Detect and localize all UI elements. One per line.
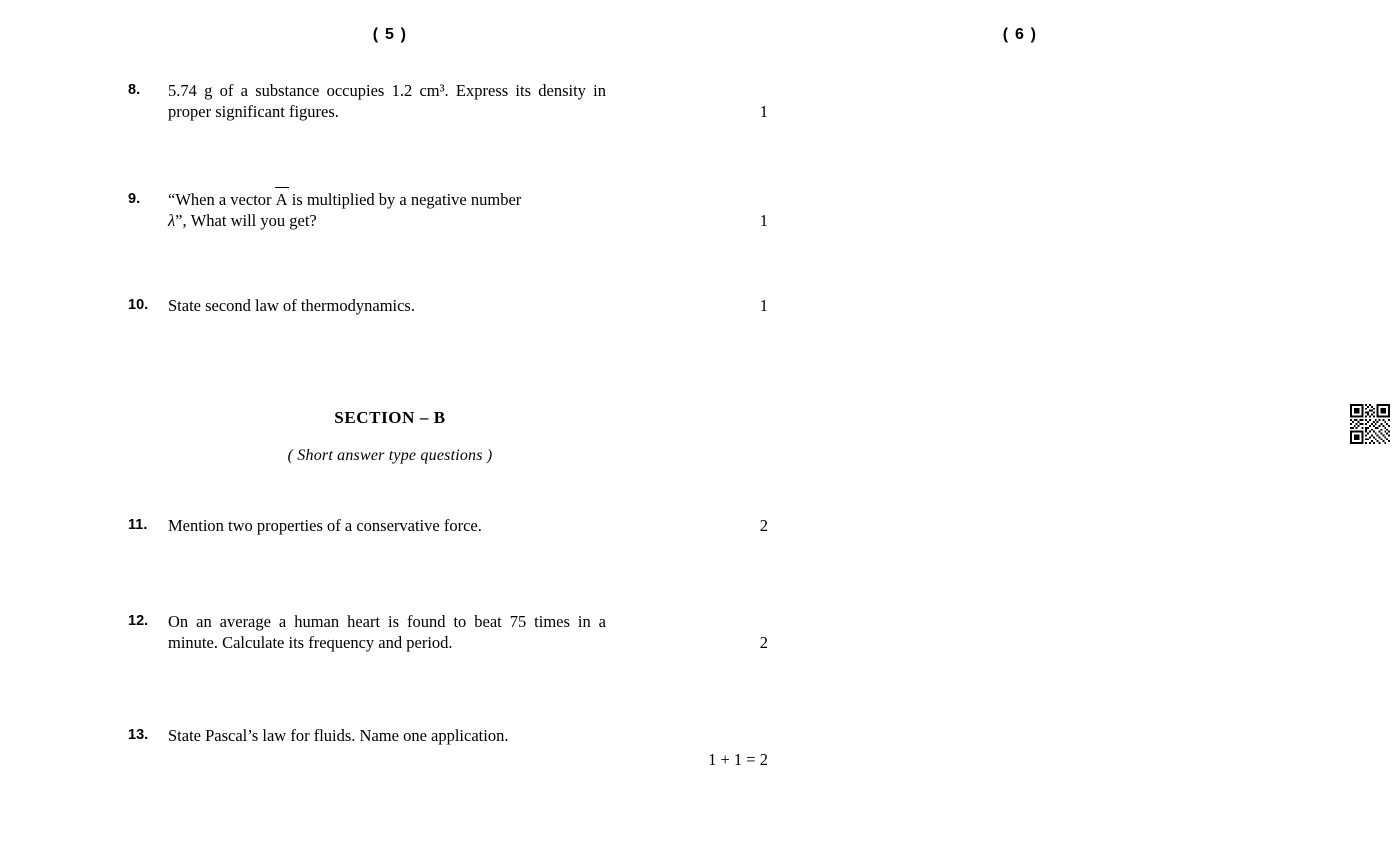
section-b-title: SECTION – B (334, 408, 446, 427)
question-9-text-part2: is multiplied by a negative number (287, 190, 522, 209)
right-page-number: ( 6 ) (1002, 26, 1038, 43)
question-text-9 (168, 189, 606, 231)
question-marks-12: 2 (759, 633, 768, 652)
question-marks-11: 2 (759, 516, 768, 535)
question-number-13: 13. (128, 727, 149, 743)
question-text-11: Mention two properties of a conservative force. (168, 516, 482, 535)
question-marks-10: 1 (759, 296, 768, 315)
question-9-text-part3: ”, What will you get? (175, 211, 317, 230)
question-number-11: 11. (128, 517, 148, 533)
question-marks-9: 1 (759, 211, 768, 230)
question-9-text-part1: “When a vector (168, 190, 276, 209)
question-marks-8: 1 (759, 102, 768, 121)
question-number-9: 9. (128, 191, 141, 207)
question-number-12: 12. (128, 613, 149, 629)
question-text-8: 5.74 g of a substance occupies 1.2 cm³. Express its density in proper significant figures. (168, 81, 606, 121)
vector-a-symbol: A (275, 190, 288, 209)
right-page-column (750, 0, 1390, 850)
lambda-symbol: λ (168, 211, 176, 230)
question-text-12: On an average a human heart is found to beat 75 times in a minute. Calculate its frequency and period. (168, 612, 606, 652)
question-text-10: State second law of thermodynamics. (168, 296, 415, 315)
left-page-number: ( 5 ) (372, 26, 408, 43)
section-b-heading-block (120, 408, 660, 465)
question-number-8: 8. (128, 82, 141, 98)
question-number-10: 10. (128, 297, 149, 313)
question-marks-13: 1 + 1 = 2 (708, 750, 768, 769)
qr-code (1350, 404, 1390, 444)
section-b-subtitle: ( Short answer type questions ) (287, 447, 493, 464)
question-text-13: State Pascal’s law for fluids. Name one application. (168, 726, 509, 745)
